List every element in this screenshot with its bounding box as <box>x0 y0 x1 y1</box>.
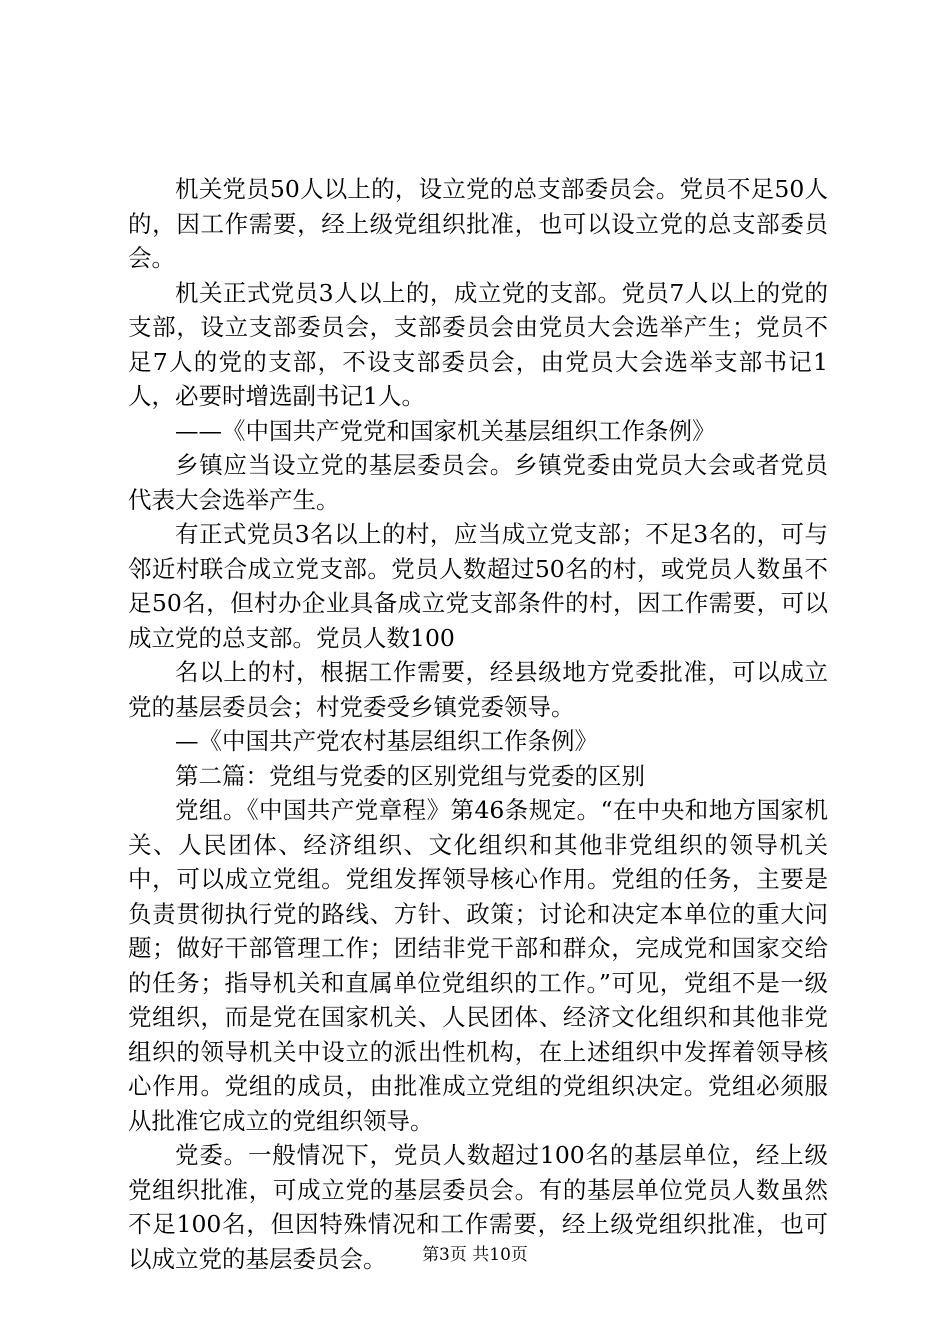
page-footer: 第3页 共10页 <box>422 1245 528 1265</box>
citation-2: —《中国共产党农村基层组织工作条例》 <box>175 727 598 755</box>
paragraph-1: 机关党员50人以上的，设立党的总支部委员会。党员不足50人的，因工作需要，经上级党组织批准，也可以设立党的总支部委员会。 <box>128 175 828 272</box>
citation-1: ——《中国共产党党和国家机关基层组织工作条例》 <box>175 416 716 445</box>
paragraph-2: 机关正式党员3人以上的，成立党的支部。党员7人以上的党的支部，设立支部委员会，支部委员会由党员大会选举产生；党员不足7人的党的支部，不设支部委员会，由党员大会选举支部书记1人，必要时增选副书记1人。 <box>128 278 828 410</box>
paragraph-4: 有正式党员3名以上的村，应当成立党支部；不足3名的，可与邻近村联合成立党支部。党员人数超过50名的村，或党员人数虽不足50名，但村办企业具备成立党支部条件的村，因工作需要，可以成立党的总支部。党员人数100 <box>128 520 828 652</box>
paragraph-3: 乡镇应当设立党的基层委员会。乡镇党委由党员大会或者党员代表大会选举产生。 <box>128 451 828 514</box>
paragraph-5: 名以上的村，根据工作需要，经县级地方党委批准，可以成立党的基层委员会；村党委受乡镇党委领导。 <box>128 658 828 721</box>
paragraph-7: 党委。一般情况下，党员人数超过100名的基层单位，经上级党组织批准，可成立党的基层委员会。有的基层单位党员人数虽然不足100名，但因特殊情况和工作需要，经上级党组织批准，也可以成立党的基层委员会。 <box>128 1141 828 1273</box>
section-heading: 第二篇：党组与党委的区别党组与党委的区别 <box>175 761 645 790</box>
document-body <box>128 172 828 1276</box>
paragraph-6: 党组。《中国共产党章程》第46条规定。“在中央和地方国家机关、人民团体、经济组织、文化组织和其他非党组织的领导机关中，可以成立党组。党组发挥领导核心作用。党组的任务，主要是负责贯彻执行党的路线、方针、政策；讨论和决定本单位的重大问题；做好干部管理工作；团结非党干部和群众，完成党和国家交给的任务；指导机关和直属单位党组织的工作。”可见，党组不是一级党组织，而是党在国家机关、人民团体、经济文化组织和其他非党组织的领导机关中设立的派出性机构，在上述组织中发挥着领导核心作用。党组的成员，由批准成立党组的党组织决定。党组必须服从批准它成立的党组织领导。 <box>128 796 828 1135</box>
